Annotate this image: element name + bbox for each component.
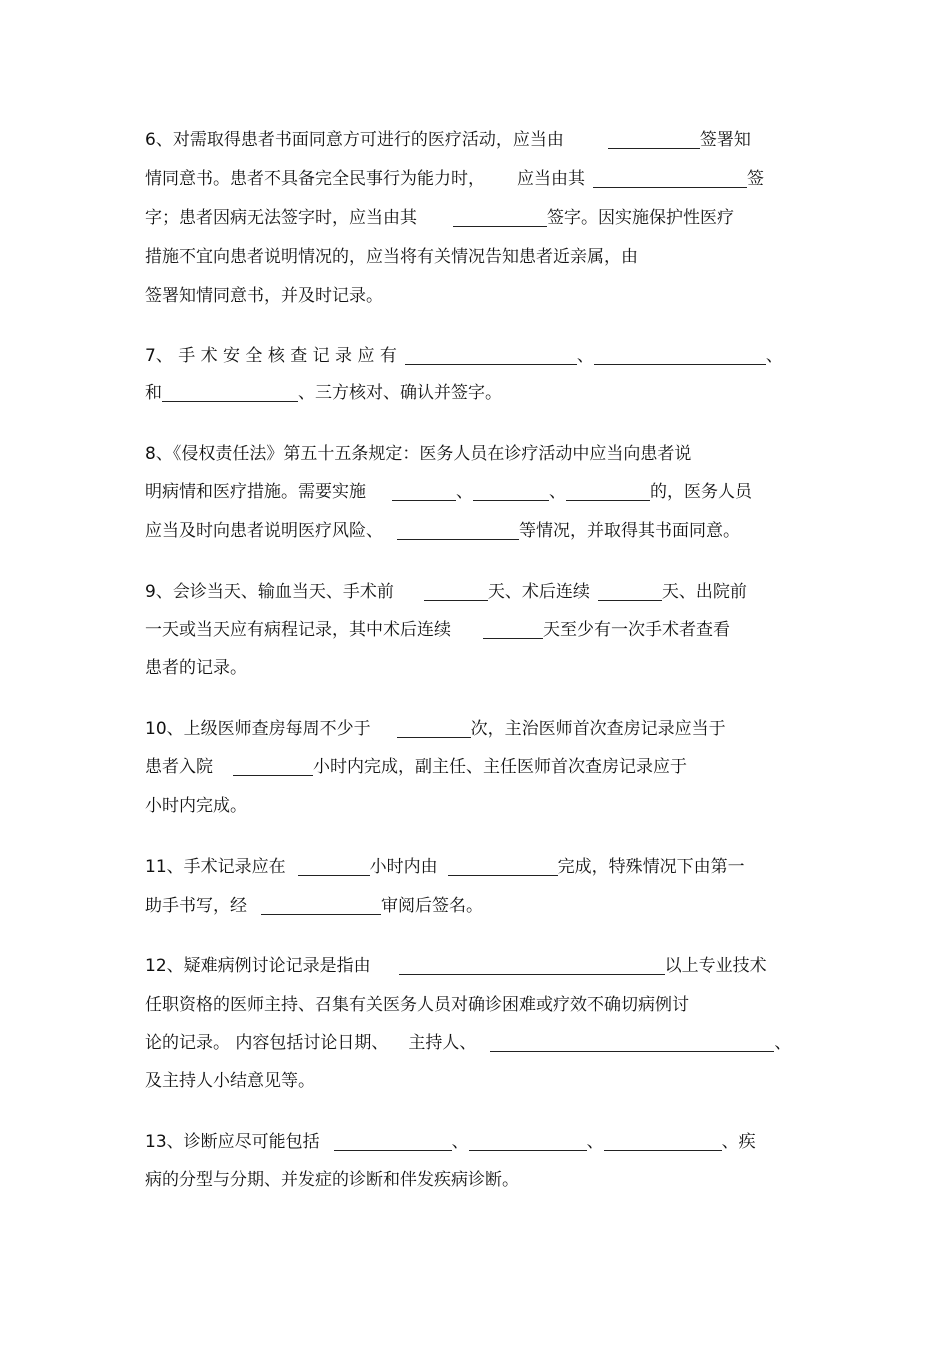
q12-line-3 bbox=[145, 1031, 791, 1055]
q12-text-3a: 论的记录。 内容包括讨论日期、 bbox=[145, 1033, 389, 1053]
q12-text-3c: 、 bbox=[774, 1033, 792, 1053]
q12-text-4a: 及主持人小结意见等。 bbox=[145, 1071, 315, 1091]
q6-text-3b: 签字。因实施保护性医疗 bbox=[547, 208, 734, 228]
q12-line-2 bbox=[145, 993, 689, 1017]
q8-text-2b: 的，医务人员 bbox=[650, 482, 752, 502]
q7-blank-2[interactable] bbox=[594, 346, 766, 365]
q11-text-2b: 审阅后签名。 bbox=[381, 896, 483, 916]
q6-text-1b: 签署知 bbox=[699, 130, 751, 150]
q9-text-2a: 一天或当天应有病程记录，其中术后连续 bbox=[145, 620, 451, 640]
q9-line-2 bbox=[145, 618, 730, 642]
q7-blank-3[interactable] bbox=[162, 383, 298, 402]
q12-blank-1[interactable] bbox=[399, 956, 665, 975]
q6-line-3 bbox=[145, 206, 734, 230]
q12-line-1 bbox=[145, 954, 767, 978]
q9-text-2b: 天至少有一次手术者查看 bbox=[543, 620, 730, 640]
q6-text-1a: 6、对需取得患者书面同意方可进行的医疗活动，应当由 bbox=[145, 130, 564, 150]
q8-blank-1[interactable] bbox=[392, 482, 456, 501]
q11-blank-3[interactable] bbox=[261, 896, 381, 915]
q10-line-1 bbox=[145, 717, 726, 741]
q10-text-1a: 10、上级医师查房每周不少于 bbox=[145, 719, 371, 739]
q6-line-2 bbox=[145, 167, 764, 191]
q6-line-5 bbox=[145, 284, 383, 308]
q12-blank-2[interactable] bbox=[490, 1033, 774, 1052]
q10-line-2 bbox=[145, 755, 687, 779]
q7-line-1 bbox=[145, 344, 783, 368]
q10-text-2a: 患者入院 bbox=[145, 757, 213, 777]
q7-sep-2: 、 bbox=[765, 346, 783, 366]
q10-blank-1[interactable] bbox=[397, 719, 471, 738]
q13-sep-2: 、 bbox=[586, 1132, 604, 1152]
q6-line-4 bbox=[145, 245, 638, 269]
q7-sep-1: 、 bbox=[576, 346, 594, 366]
q7-text-1a: 7、 手 术 安 全 核 查 记 录 应 有 bbox=[145, 346, 397, 366]
q13-blank-2[interactable] bbox=[469, 1132, 587, 1151]
q10-line-3 bbox=[145, 794, 247, 818]
q13-line-2 bbox=[145, 1168, 519, 1192]
q6-blank-1[interactable] bbox=[608, 130, 700, 149]
q9-line-3 bbox=[145, 656, 247, 680]
q6-blank-3[interactable] bbox=[453, 208, 547, 227]
q7-blank-1[interactable] bbox=[405, 346, 577, 365]
q12-text-1b: 以上专业技术 bbox=[664, 956, 767, 976]
q11-line-2 bbox=[145, 894, 483, 918]
q7-text-2b: 、三方核对、确认并签字。 bbox=[298, 383, 502, 403]
q8-blank-2[interactable] bbox=[473, 482, 549, 501]
q7-line-2 bbox=[145, 381, 502, 405]
q13-blank-1[interactable] bbox=[334, 1132, 452, 1151]
q8-text-2a: 明病情和医疗措施。需要实施 bbox=[145, 482, 366, 502]
q8-sep-1: 、 bbox=[456, 482, 473, 502]
q12-text-1a: 12、疑难病例讨论记录是指由 bbox=[145, 956, 371, 976]
q9-text-1c: 天、出院前 bbox=[661, 582, 747, 602]
q9-text-3a: 患者的记录。 bbox=[145, 658, 247, 678]
q8-blank-4[interactable] bbox=[397, 521, 519, 540]
q11-blank-2[interactable] bbox=[448, 857, 558, 876]
q8-line-3 bbox=[145, 519, 740, 543]
q9-blank-2[interactable] bbox=[598, 582, 662, 601]
q9-text-1b: 天、术后连续 bbox=[487, 582, 590, 602]
q6-text-2b: 应当由其 bbox=[517, 169, 585, 189]
q11-text-1b: 小时内由 bbox=[369, 857, 438, 877]
q8-blank-3[interactable] bbox=[566, 482, 650, 501]
q6-text-2a: 情同意书。患者不具备完全民事行为能力时， bbox=[145, 169, 485, 189]
q12-text-2a: 任职资格的医师主持、召集有关医务人员对确诊困难或疗效不确切病例讨 bbox=[145, 995, 689, 1015]
q7-text-2a: 和 bbox=[145, 383, 162, 403]
q6-text-4a: 措施不宜向患者说明情况的，应当将有关情况告知患者近亲属，由 bbox=[145, 247, 638, 267]
q10-text-2b: 小时内完成，副主任、主任医师首次查房记录应于 bbox=[313, 757, 687, 777]
q9-line-1 bbox=[145, 580, 747, 604]
q8-sep-2: 、 bbox=[549, 482, 566, 502]
q13-text-1a: 13、诊断应尽可能包括 bbox=[145, 1132, 320, 1152]
q11-text-2a: 助手书写，经 bbox=[145, 896, 247, 916]
q8-line-2 bbox=[145, 480, 752, 504]
q9-blank-3[interactable] bbox=[483, 620, 543, 639]
q9-blank-1[interactable] bbox=[424, 582, 488, 601]
q11-text-1c: 完成，特殊情况下由第一 bbox=[557, 857, 745, 877]
q11-text-1a: 11、手术记录应在 bbox=[145, 857, 286, 877]
q12-line-4 bbox=[145, 1069, 315, 1093]
q6-line-1 bbox=[145, 128, 751, 152]
q13-text-2a: 病的分型与分期、并发症的诊断和伴发疾病诊断。 bbox=[145, 1170, 519, 1190]
q12-text-3b: 主持人、 bbox=[408, 1033, 477, 1053]
q8-text-3a: 应当及时向患者说明医疗风险、 bbox=[145, 521, 383, 541]
q6-text-2c: 签 bbox=[747, 169, 764, 189]
q10-text-1b: 次，主治医师首次查房记录应当于 bbox=[470, 719, 726, 739]
q9-text-1a: 9、会诊当天、输血当天、手术前 bbox=[145, 582, 394, 602]
q11-line-1 bbox=[145, 855, 745, 879]
q11-blank-1[interactable] bbox=[298, 857, 370, 876]
q6-blank-2[interactable] bbox=[593, 169, 747, 188]
q13-blank-3[interactable] bbox=[604, 1132, 722, 1151]
q13-text-1b: 、疾 bbox=[721, 1132, 756, 1152]
q8-line-1 bbox=[145, 442, 691, 466]
q8-text-3b: 等情况，并取得其书面同意。 bbox=[519, 521, 740, 541]
q10-text-3a: 小时内完成。 bbox=[145, 796, 247, 816]
q13-line-1 bbox=[145, 1130, 756, 1154]
q10-blank-2[interactable] bbox=[233, 757, 313, 776]
q6-text-3a: 字；患者因病无法签字时，应当由其 bbox=[145, 208, 417, 228]
q13-sep-1: 、 bbox=[451, 1132, 469, 1152]
q6-text-5a: 签署知情同意书，并及时记录。 bbox=[145, 286, 383, 306]
q8-text-1a: 8、《侵权责任法》第五十五条规定：医务人员在诊疗活动中应当向患者说 bbox=[145, 444, 692, 464]
